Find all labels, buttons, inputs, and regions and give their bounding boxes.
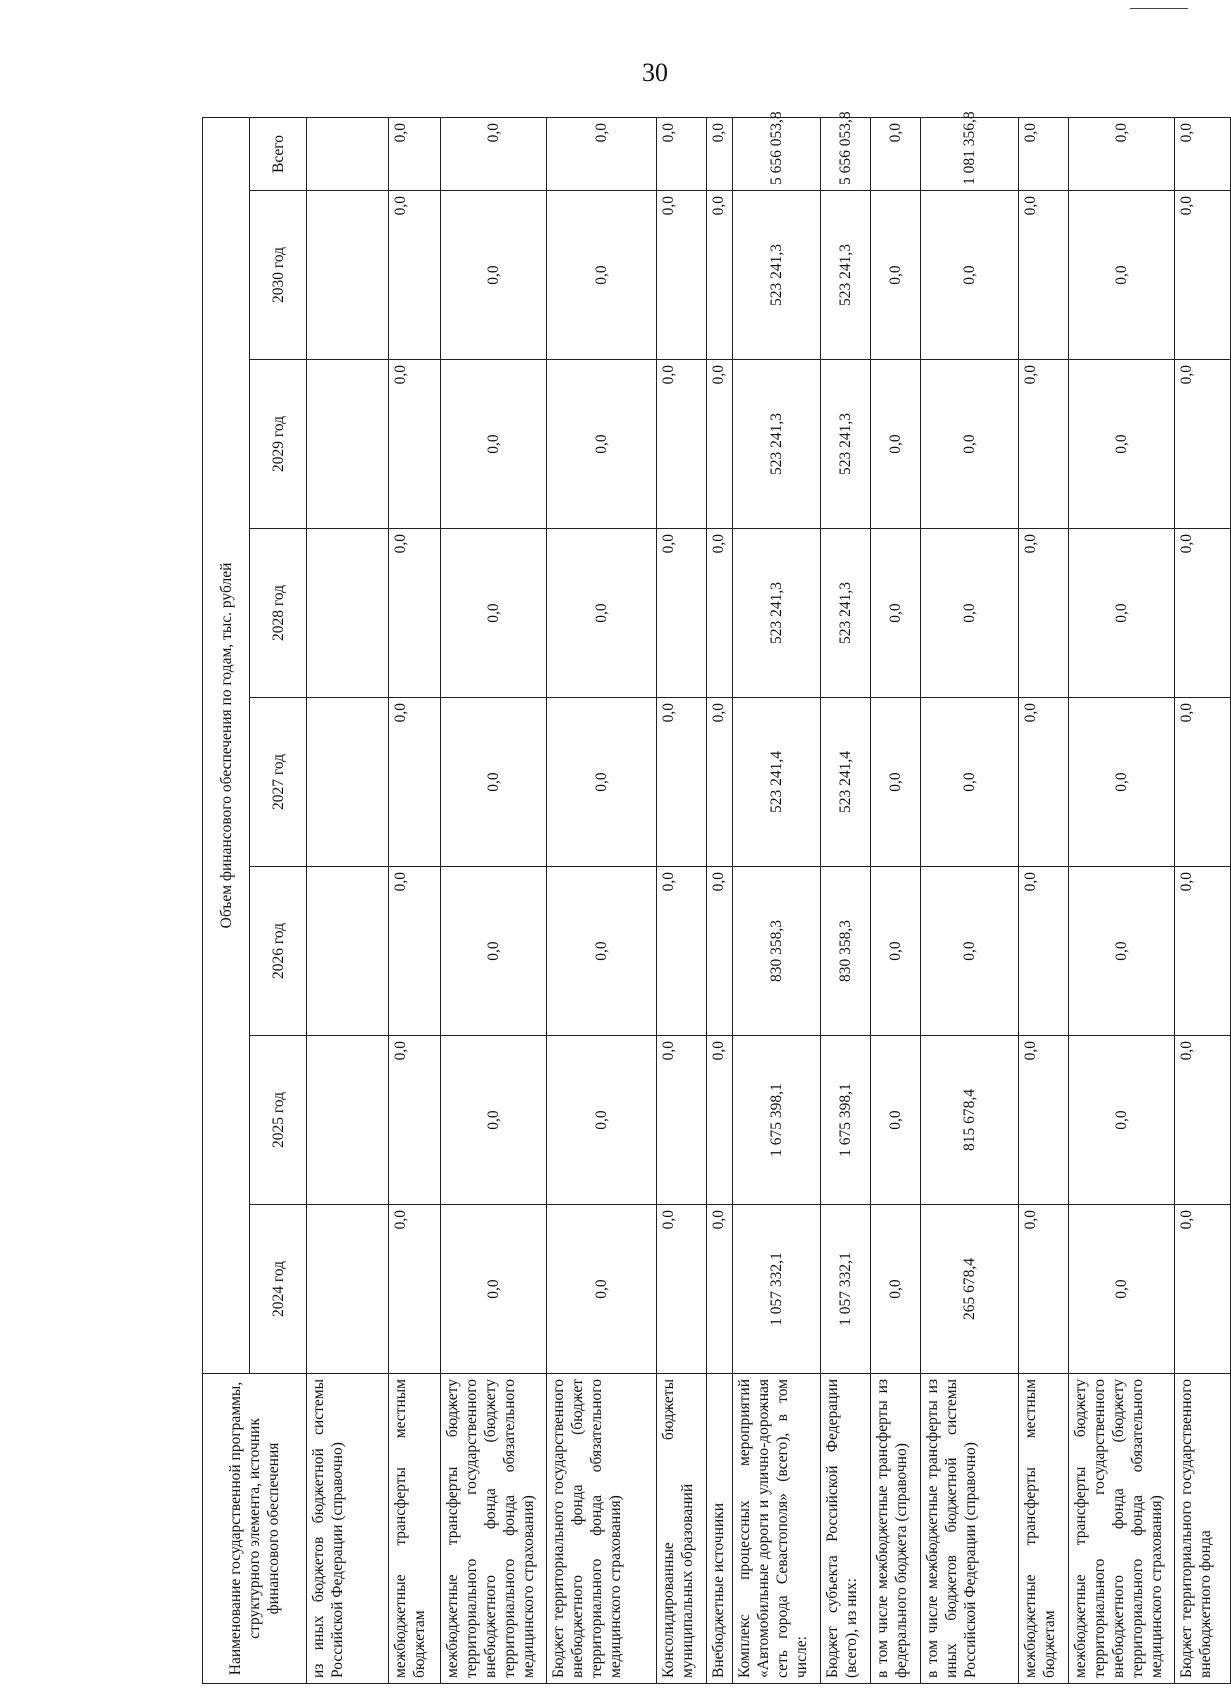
row-value-cell: 0,0 <box>871 698 921 867</box>
row-value-cell: 0,0 <box>1069 191 1175 360</box>
row-total-cell <box>307 118 389 191</box>
row-value-cell <box>307 529 389 698</box>
row-value-cell: 0,0 <box>441 529 547 698</box>
row-value-cell: 0,0 <box>547 698 657 867</box>
row-value-cell <box>307 360 389 529</box>
row-value-cell: 0,0 <box>657 698 707 867</box>
row-value-cell: 0,0 <box>547 1036 657 1205</box>
row-name-cell: Бюджет территориального государственного внебюджетного фонда (бюджет территориального фонда обязательного медицинского страхования) <box>547 1374 657 1684</box>
row-name-cell: Бюджет субъекта Российской Федерации (всего), из них: <box>821 1374 871 1684</box>
row-value-cell: 0,0 <box>921 360 1019 529</box>
row-name-cell: Бюджет территориального государственного внебюджетного фонда <box>1175 1374 1231 1684</box>
row-value-cell: 0,0 <box>871 867 921 1036</box>
row-value-cell: 523 241,3 <box>733 529 821 698</box>
row-value-cell: 523 241,3 <box>821 360 871 529</box>
table-row <box>1069 118 1175 1684</box>
row-value-cell: 0,0 <box>871 191 921 360</box>
row-total-cell: 0,0 <box>1175 118 1231 191</box>
row-value-cell: 523 241,3 <box>821 529 871 698</box>
row-value-cell: 0,0 <box>871 1205 921 1374</box>
row-value-cell: 523 241,3 <box>821 191 871 360</box>
row-value-cell: 0,0 <box>707 1036 733 1205</box>
row-value-cell: 0,0 <box>1175 1036 1231 1205</box>
header-year-cell: 2025 год <box>250 1036 307 1205</box>
row-value-cell: 0,0 <box>657 867 707 1036</box>
row-value-cell: 0,0 <box>389 191 441 360</box>
row-total-cell: 5 656 053,8 <box>733 118 821 191</box>
row-value-cell: 0,0 <box>707 867 733 1036</box>
row-total-cell: 0,0 <box>871 118 921 191</box>
table-row <box>389 118 441 1684</box>
row-value-cell: 0,0 <box>657 1205 707 1374</box>
row-name-cell: межбюджетные трансферты бюджету территориального государственного внебюджетного фонда (бюджету территориального фонда обязательного медицинского страхования) <box>1069 1374 1175 1684</box>
row-value-cell: 0,0 <box>1069 1205 1175 1374</box>
row-total-cell: 0,0 <box>707 118 733 191</box>
table-row <box>821 118 871 1684</box>
row-value-cell: 0,0 <box>1175 1205 1231 1374</box>
row-value-cell: 0,0 <box>707 529 733 698</box>
row-value-cell: 0,0 <box>1175 360 1231 529</box>
financing-table <box>202 111 1231 1684</box>
header-row-group <box>203 118 250 1684</box>
row-value-cell: 0,0 <box>547 191 657 360</box>
row-total-cell: 0,0 <box>389 118 441 191</box>
header-year-cell: 2029 год <box>250 360 307 529</box>
row-value-cell: 0,0 <box>1069 529 1175 698</box>
row-value-cell: 0,0 <box>1019 1036 1069 1205</box>
row-total-cell: 0,0 <box>1069 118 1175 191</box>
row-value-cell: 0,0 <box>707 191 733 360</box>
row-value-cell: 0,0 <box>441 698 547 867</box>
row-name-cell: из иных бюджетов бюджетной системы Российской Федерации (справочно) <box>307 1374 389 1684</box>
row-value-cell: 523 241,4 <box>821 698 871 867</box>
row-value-cell: 0,0 <box>1019 1205 1069 1374</box>
row-name-cell: в том числе межбюджетные трансферты из иных бюджетов бюджетной системы Российской Федерации (справочно) <box>921 1374 1019 1684</box>
header-year-cell: 2024 год <box>250 1205 307 1374</box>
table-row <box>921 118 1019 1684</box>
row-value-cell: 1 057 332,1 <box>733 1205 821 1374</box>
row-value-cell: 0,0 <box>707 360 733 529</box>
row-value-cell: 830 358,3 <box>821 867 871 1036</box>
table-row <box>1175 118 1231 1684</box>
row-value-cell: 0,0 <box>441 1036 547 1205</box>
row-value-cell: 0,0 <box>871 529 921 698</box>
row-value-cell: 0,0 <box>1069 1036 1175 1205</box>
row-value-cell: 0,0 <box>441 191 547 360</box>
row-name-cell: Комплекс процессных мероприятий «Автомобильные дороги и улично-дорожная сеть города Севастополя» (всего), в том числе: <box>733 1374 821 1684</box>
header-year-cell: 2026 год <box>250 867 307 1036</box>
row-total-cell: 0,0 <box>441 118 547 191</box>
row-value-cell: 0,0 <box>1175 867 1231 1036</box>
row-value-cell: 0,0 <box>389 1205 441 1374</box>
row-value-cell: 0,0 <box>547 529 657 698</box>
row-value-cell <box>307 698 389 867</box>
row-value-cell: 0,0 <box>1175 529 1231 698</box>
table-row <box>1019 118 1069 1684</box>
row-value-cell <box>307 867 389 1036</box>
header-total-cell: Всего <box>250 118 307 191</box>
row-value-cell: 265 678,4 <box>921 1205 1019 1374</box>
row-value-cell: 0,0 <box>1175 191 1231 360</box>
header-group-cell: Объем финансового обеспечения по годам, тыс. рублей <box>203 118 250 1374</box>
row-name-cell: Консолидированные бюджеты муниципальных образований <box>657 1374 707 1684</box>
header-year-cell: 2027 год <box>250 698 307 867</box>
top-rule <box>1130 8 1188 9</box>
row-value-cell: 0,0 <box>921 191 1019 360</box>
row-value-cell: 0,0 <box>1019 867 1069 1036</box>
row-value-cell: 0,0 <box>441 867 547 1036</box>
row-name-cell: Внебюджетные источники <box>707 1374 733 1684</box>
table-row <box>547 118 657 1684</box>
table-row <box>307 118 389 1684</box>
row-value-cell: 1 057 332,1 <box>821 1205 871 1374</box>
table-row <box>441 118 547 1684</box>
table-body <box>307 111 1231 1684</box>
row-value-cell: 0,0 <box>389 360 441 529</box>
row-value-cell: 0,0 <box>389 529 441 698</box>
row-value-cell: 0,0 <box>921 529 1019 698</box>
row-value-cell: 523 241,4 <box>733 698 821 867</box>
row-value-cell: 0,0 <box>547 1205 657 1374</box>
row-value-cell <box>307 1036 389 1205</box>
row-total-cell: 5 656 053,8 <box>821 118 871 191</box>
row-total-cell: 0,0 <box>657 118 707 191</box>
page-number: 30 <box>642 58 668 87</box>
row-value-cell: 0,0 <box>1069 698 1175 867</box>
row-value-cell: 0,0 <box>921 698 1019 867</box>
row-name-cell: межбюджетные трансферты бюджету территориального государственного внебюджетного фонда (бюджету территориального фонда обязательного медицинского страхования) <box>441 1374 547 1684</box>
row-name-cell: в том числе межбюджетные трансферты из федерального бюджета (справочно) <box>871 1374 921 1684</box>
row-value-cell: 1 675 398,1 <box>821 1036 871 1205</box>
row-value-cell: 523 241,3 <box>733 360 821 529</box>
row-value-cell: 0,0 <box>657 1036 707 1205</box>
row-value-cell: 523 241,3 <box>733 191 821 360</box>
row-value-cell: 0,0 <box>1019 360 1069 529</box>
row-value-cell: 815 678,4 <box>921 1036 1019 1205</box>
header-name-cell: Наименование государственной программы, структурного элемента, источник финансового обеспечения <box>203 1374 307 1684</box>
row-total-cell: 0,0 <box>1019 118 1069 191</box>
header-year-cell: 2028 год <box>250 529 307 698</box>
row-value-cell: 0,0 <box>871 1036 921 1205</box>
row-value-cell: 0,0 <box>389 698 441 867</box>
row-value-cell <box>307 1205 389 1374</box>
row-total-cell: 1 081 356,8 <box>921 118 1019 191</box>
row-total-cell: 0,0 <box>547 118 657 191</box>
row-value-cell: 0,0 <box>1175 698 1231 867</box>
row-value-cell: 0,0 <box>1019 698 1069 867</box>
row-value-cell: 830 358,3 <box>733 867 821 1036</box>
table-row <box>657 118 707 1684</box>
row-value-cell: 0,0 <box>547 867 657 1036</box>
row-value-cell: 0,0 <box>657 191 707 360</box>
row-value-cell: 0,0 <box>1019 191 1069 360</box>
rotated-table-wrapper <box>202 111 1214 1684</box>
header-year-cell: 2030 год <box>250 191 307 360</box>
table-row <box>733 118 821 1684</box>
row-value-cell: 0,0 <box>707 1205 733 1374</box>
row-value-cell: 0,0 <box>657 360 707 529</box>
row-value-cell: 0,0 <box>389 867 441 1036</box>
row-name-cell: межбюджетные трансферты местным бюджетам <box>1019 1374 1069 1684</box>
row-value-cell: 1 675 398,1 <box>733 1036 821 1205</box>
row-value-cell: 0,0 <box>1019 529 1069 698</box>
row-value-cell: 0,0 <box>871 360 921 529</box>
row-value-cell: 0,0 <box>707 698 733 867</box>
row-value-cell: 0,0 <box>441 360 547 529</box>
row-value-cell: 0,0 <box>921 867 1019 1036</box>
row-value-cell <box>307 191 389 360</box>
table-row <box>707 118 733 1684</box>
row-value-cell: 0,0 <box>389 1036 441 1205</box>
row-value-cell: 0,0 <box>657 529 707 698</box>
row-value-cell: 0,0 <box>1069 360 1175 529</box>
row-value-cell: 0,0 <box>1069 867 1175 1036</box>
row-value-cell: 0,0 <box>441 1205 547 1374</box>
row-value-cell: 0,0 <box>547 360 657 529</box>
row-name-cell: межбюджетные трансферты местным бюджетам <box>389 1374 441 1684</box>
table-row <box>871 118 921 1684</box>
